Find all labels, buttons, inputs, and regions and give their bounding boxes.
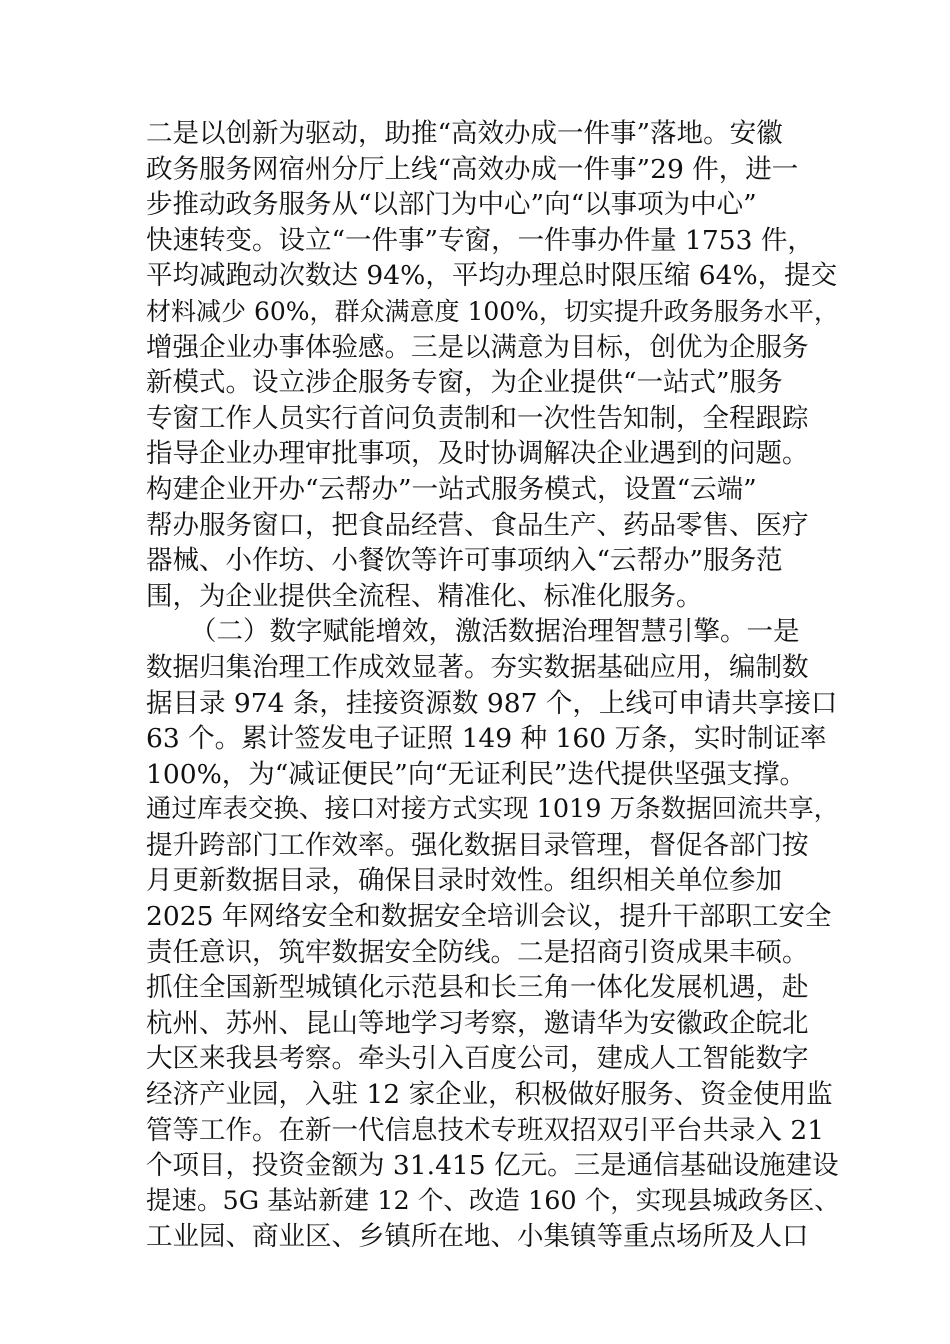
text-line: 快速转变。设立“一件事”专窗，一件事办件量 1753 件， — [146, 224, 814, 256]
text-line: 抓住全国新型城镇化示范县和长三角一体化发展机遇，赴 — [146, 972, 809, 1004]
text-line: 管等工作。在新一代信息技术专班双招双引平台共录入 21 — [146, 1114, 825, 1146]
text-line: 步推动政务服务从“以部门为中心”向“以事项为中心” — [146, 189, 757, 221]
text-line: 新模式。设立涉企服务专窗，为企业提供“一站式”服务 — [146, 367, 783, 399]
text-line: 提速。5G 基站新建 12 个、改造 160 个，实现县城政务区、 — [146, 1185, 840, 1216]
text-line: 政务服务网宿州分厅上线“高效办成一件事”29 件，进一 — [146, 153, 799, 185]
body-text — [146, 116, 846, 1255]
text-line: 材料减少 60%，群众满意度 100%，切实提升政务服务水平， — [146, 296, 839, 326]
section-heading-line: （二）数字赋能增效，激活数据治理智慧引擎。一是 — [190, 616, 800, 648]
text-line: 二是以创新为驱动，助推“高效办成一件事”落地。安徽 — [146, 118, 783, 149]
text-line: 大区来我县考察。牵头引入百度公司，建成人工智能数字 — [146, 1043, 809, 1075]
text-line: 100%，为“减证便民”向“无证利民”迭代提供坚强支撑。 — [146, 758, 806, 790]
text-line: 专窗工作人员实行首问负责制和一次性告知制，全程跟踪 — [146, 402, 809, 434]
text-line: 63 个。累计签发电子证照 149 种 160 万条，实时制证率 — [146, 723, 827, 755]
text-line: 平均减跑动次数达 94%，平均办理总时限压缩 64%，提交 — [146, 260, 838, 292]
text-line: 月更新数据目录，确保目录时效性。组织相关单位参加 — [146, 865, 782, 897]
text-line: 指导企业办理审批事项，及时协调解决企业遇到的问题。 — [146, 438, 809, 470]
text-line: 围，为企业提供全流程、精准化、标准化服务。 — [146, 580, 703, 612]
text-line: 2025 年网络安全和数据安全培训会议，提升干部职工安全 — [146, 901, 832, 933]
text-line: 责任意识，筑牢数据安全防线。二是招商引资成果丰硕。 — [146, 936, 809, 968]
text-line: 通过库表交换、接口对接方式实现 1019 万条数据回流共享， — [146, 794, 840, 825]
text-line: 数据归集治理工作成效显著。夯实数据基础应用，编制数 — [146, 651, 809, 683]
text-line: 构建企业开办“云帮办”一站式服务模式，设置“云端” — [146, 473, 757, 505]
text-line: 杭州、苏州、昆山等地学习考察，邀请华为安徽政企皖北 — [146, 1007, 809, 1039]
text-line: 提升跨部门工作效率。强化数据目录管理，督促各部门按 — [146, 829, 809, 861]
text-line: 器械、小作坊、小餐饮等许可事项纳入“云帮办”服务范 — [146, 545, 783, 577]
text-line: 帮办服务窗口，把食品经营、食品生产、药品零售、医疗 — [146, 509, 809, 541]
text-line: 据目录 974 条，挂接资源数 987 个，上线可申请共享接口 — [146, 687, 838, 719]
text-line: 工业园、商业区、乡镇所在地、小集镇等重点场所及人口 — [146, 1221, 809, 1253]
text-line: 个项目，投资金额为 31.415 亿元。三是通信基础设施建设 — [146, 1150, 839, 1182]
text-line: 经济产业园，入驻 12 家企业，积极做好服务、资金使用监 — [146, 1079, 833, 1111]
text-line: 增强企业办事体验感。三是以满意为目标，创优为企服务 — [146, 331, 809, 363]
